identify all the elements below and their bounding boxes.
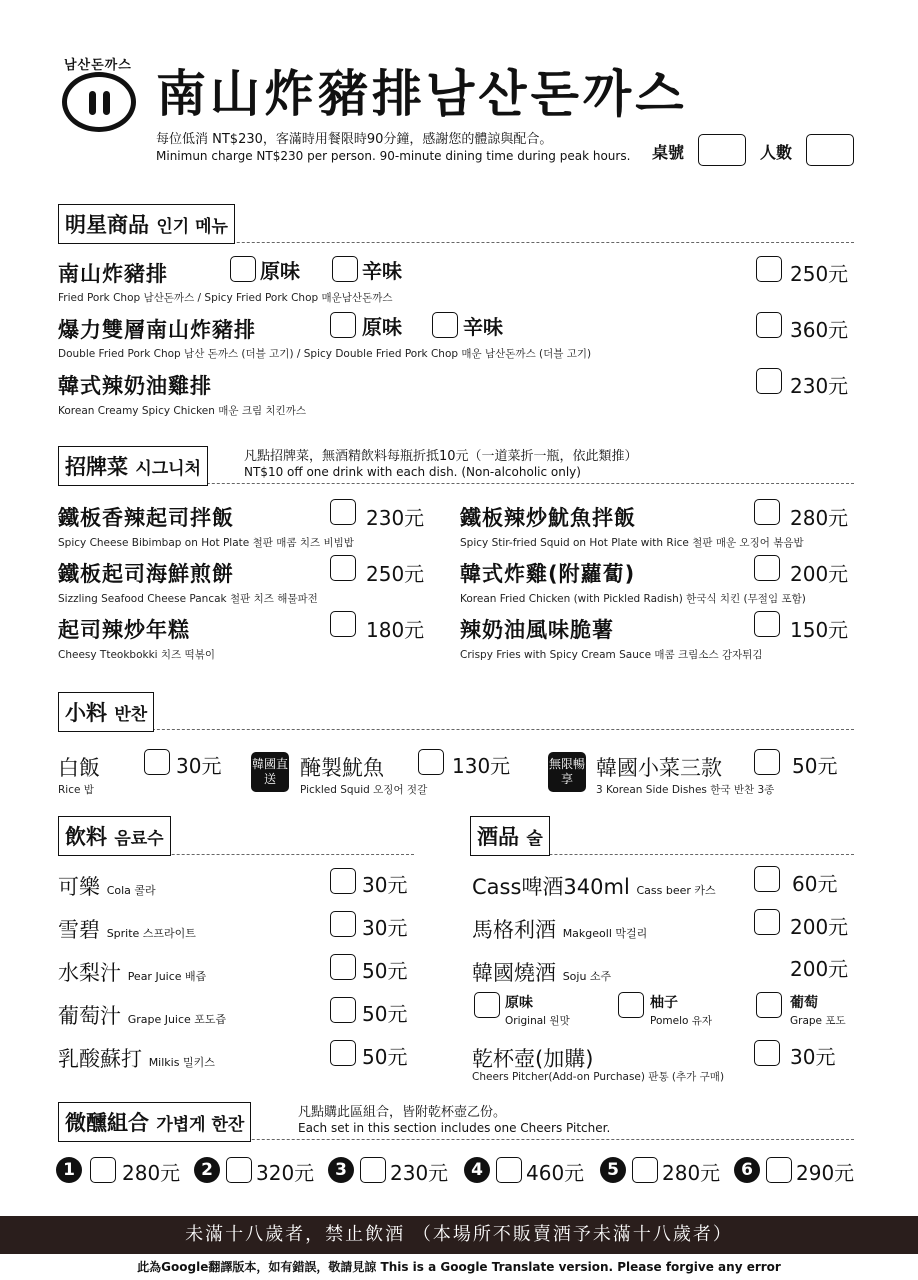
restaurant-title: 南山炸豬排남산돈까스 [156,65,688,123]
item-price: 230元 [366,506,425,530]
order-checkbox[interactable] [330,954,356,980]
section-title-ko: 음료수 [114,829,164,849]
section-title: 明星商品 [65,213,149,237]
item-price: 200元 [790,957,849,981]
section-title: 招牌菜 [65,455,128,479]
item-name: 雪碧 Sprite 스프라이트 [58,918,196,942]
item-price: 30元 [790,1045,836,1069]
item-price: 50元 [362,1045,408,1069]
order-checkbox[interactable] [754,611,780,637]
option-checkbox[interactable] [432,312,458,338]
item-price: 50元 [792,754,838,778]
set-checkbox[interactable] [360,1157,386,1183]
direct-import-badge: 韓國直送 [251,752,289,792]
set-price: 320元 [256,1161,315,1185]
set-checkbox[interactable] [226,1157,252,1183]
signature-note-zh: 凡點招牌菜，無酒精飲料每瓶折抵10元（一道菜折一瓶，依此類推） [244,449,638,464]
item-price: 130元 [452,754,511,778]
item-english: Cheers Pitcher(Add-on Purchase) 판통 (추가 구매) [472,1071,725,1083]
order-checkbox[interactable] [330,868,356,894]
order-checkbox[interactable] [330,611,356,637]
flavor-english: Grape 포도 [790,1015,846,1027]
set-number-badge: 1 [56,1157,82,1183]
section-header-drinks [58,816,171,856]
option-checkbox[interactable] [332,256,358,282]
item-english: Sizzling Seafood Cheese Pancak 철판 치즈 해물파전 [58,593,318,605]
item-name: 爆力雙層南山炸豬排 [58,318,256,342]
set-number-badge: 3 [328,1157,354,1183]
item-price: 30元 [176,754,222,778]
order-checkbox[interactable] [754,866,780,892]
item-english: Pickled Squid 오징어 젓갈 [300,784,428,796]
item-name: 馬格利酒 Makgeoll 막걸리 [472,918,648,942]
set-number-badge: 4 [464,1157,490,1183]
item-name: 乳酸蘇打 Milkis 밀키스 [58,1047,215,1071]
option-label: 辛味 [362,259,402,283]
set-price: 280元 [662,1161,721,1185]
order-checkbox[interactable] [756,256,782,282]
item-english: Spicy Stir-fried Squid on Hot Plate with Rice 철판 매운 오징어 볶음밥 [460,537,804,549]
section-title-ko: 시그니처 [135,459,202,479]
item-name: 韓式炸雞(附蘿蔔) [460,562,636,586]
flavor-checkbox[interactable] [618,992,644,1018]
set-price: 290元 [796,1161,855,1185]
set-number-badge: 2 [194,1157,220,1183]
divider [62,729,854,730]
order-checkbox[interactable] [330,997,356,1023]
item-english: Korean Creamy Spicy Chicken 매운 크림 치킨까스 [58,405,307,417]
flavor-english: Pomelo 유자 [650,1015,713,1027]
option-checkbox[interactable] [330,312,356,338]
order-checkbox[interactable] [754,909,780,935]
flavor-label: 柚子 [650,995,678,1011]
order-checkbox[interactable] [418,749,444,775]
section-header-alcohol [470,816,550,856]
table-number-field[interactable] [698,134,746,166]
item-name: 起司辣炒年糕 [58,618,190,642]
section-title-ko: 가볍게 한잔 [156,1115,245,1135]
item-name: Cass啤酒340ml Cass beer 카스 [472,875,716,899]
item-name: 韓國小菜三款 [596,756,722,780]
signature-note-en: NT$10 off one drink with each dish. (Non-alcoholic only) [244,465,581,479]
people-count-field[interactable] [806,134,854,166]
section-header-signature [58,446,208,486]
order-checkbox[interactable] [330,555,356,581]
section-title-ko: 인기 메뉴 [156,217,228,237]
item-price: 250元 [366,562,425,586]
item-price: 360元 [790,318,849,342]
set-number-badge: 6 [734,1157,760,1183]
section-title-ko: 반찬 [114,705,148,725]
item-price: 250元 [790,262,849,286]
section-header-sides [58,692,154,732]
option-checkbox[interactable] [230,256,256,282]
set-price: 280元 [122,1161,181,1185]
item-name: 鐵板香辣起司拌飯 [58,506,234,530]
section-title: 小料 [65,701,107,725]
item-name: 鐵板起司海鮮煎餅 [58,562,234,586]
item-english: Fried Pork Chop 남산돈까스 / Spicy Fried Pork Chop 매운남산돈까스 [58,292,393,304]
set-number-badge: 5 [600,1157,626,1183]
order-checkbox[interactable] [330,911,356,937]
intro-zh: 每位低消 NT$230，客滿時用餐限時90分鐘，感謝您的體諒與配合。 [156,132,553,147]
option-label: 辛味 [463,315,503,339]
unlimited-badge: 無限暢享 [548,752,586,792]
item-name: 韓國燒酒 Soju 소주 [472,961,612,985]
intro-en: Minimun charge NT$230 per person. 90-minute dining time during peak hours. [156,149,631,163]
order-checkbox[interactable] [754,749,780,775]
item-price: 60元 [792,872,838,896]
item-price: 280元 [790,506,849,530]
combo-note-zh: 凡點購此區組合，皆附乾杯壺乙份。 [298,1105,507,1120]
section-title: 飲料 [65,825,107,849]
translation-note: 此為Google翻譯版本，如有錯誤，敬請見諒 This is a Google Translate version. Please forgive any error [137,1260,781,1274]
set-checkbox[interactable] [632,1157,658,1183]
item-price: 50元 [362,1002,408,1026]
option-label: 原味 [362,315,402,339]
item-english: Cheesy Tteokbokki 치즈 떡볶이 [58,649,215,661]
item-name: 白飯 [58,756,100,780]
order-checkbox[interactable] [330,499,356,525]
order-checkbox[interactable] [754,1040,780,1066]
item-name: 辣奶油風味脆薯 [460,618,614,642]
order-checkbox[interactable] [330,1040,356,1066]
flavor-english: Original 원맛 [505,1015,570,1027]
item-price: 30元 [362,916,408,940]
order-checkbox[interactable] [754,499,780,525]
set-checkbox[interactable] [90,1157,116,1183]
set-checkbox[interactable] [496,1157,522,1183]
section-header-combo [58,1102,251,1142]
section-header-star [58,204,235,244]
item-name: 乾杯壺(加購) [472,1047,594,1071]
combo-sets-row [56,1154,876,1188]
item-price: 180元 [366,618,425,642]
item-english: Crispy Fries with Spicy Cream Sauce 매콤 크림소스 감자튀김 [460,649,763,661]
order-checkbox[interactable] [144,749,170,775]
table-label: 桌號 [652,143,685,162]
item-name: 南山炸豬排 [58,262,168,286]
item-english: Spicy Cheese Bibimbap on Hot Plate 철판 매콤 치즈 비빔밥 [58,537,354,549]
set-price: 460元 [526,1161,585,1185]
logo-text: 남산돈까스 [64,58,132,73]
people-label: 人數 [760,143,793,162]
item-english: 3 Korean Side Dishes 한국 반찬 3종 [596,784,775,796]
item-name: 鐵板辣炒魷魚拌飯 [460,506,636,530]
flavor-checkbox[interactable] [474,992,500,1018]
section-title: 酒品 [477,825,519,849]
order-checkbox[interactable] [756,312,782,338]
item-name: 可樂 Cola 콜라 [58,875,156,899]
item-price: 50元 [362,959,408,983]
item-price: 150元 [790,618,849,642]
flavor-label: 葡萄 [790,995,818,1011]
item-price: 200元 [790,915,849,939]
item-english: Double Fried Pork Chop 남산 돈까스 (더블 고기) / Spicy Double Fried Pork Chop 매운 남산돈까스 (더블 고기) [58,348,592,360]
item-price: 230元 [790,374,849,398]
option-label: 原味 [260,259,300,283]
pig-nose-logo [62,72,136,132]
combo-note-en: Each set in this section includes one Cheers Pitcher. [298,1121,611,1135]
item-price: 30元 [362,873,408,897]
order-checkbox[interactable] [754,555,780,581]
section-title-ko: 술 [526,829,543,849]
item-english: Rice 밥 [58,784,94,796]
item-english: Korean Fried Chicken (with Pickled Radish) 한국식 치킨 (무절임 포함) [460,593,806,605]
flavor-label: 原味 [505,995,533,1011]
section-title: 微醺組合 [65,1111,149,1135]
item-name: 水梨汁 Pear Juice 배즙 [58,961,207,985]
item-name: 醃製魷魚 [300,756,384,780]
set-checkbox[interactable] [766,1157,792,1183]
order-checkbox[interactable] [756,368,782,394]
item-name: 葡萄汁 Grape Juice 포도즙 [58,1004,227,1028]
age-warning-bar: 未滿十八歲者，禁止飲酒 （本場所不販賣酒予未滿十八歲者） [0,1216,918,1254]
item-price: 200元 [790,562,849,586]
set-price: 230元 [390,1161,449,1185]
flavor-checkbox[interactable] [756,992,782,1018]
item-name: 韓式辣奶油雞排 [58,374,212,398]
